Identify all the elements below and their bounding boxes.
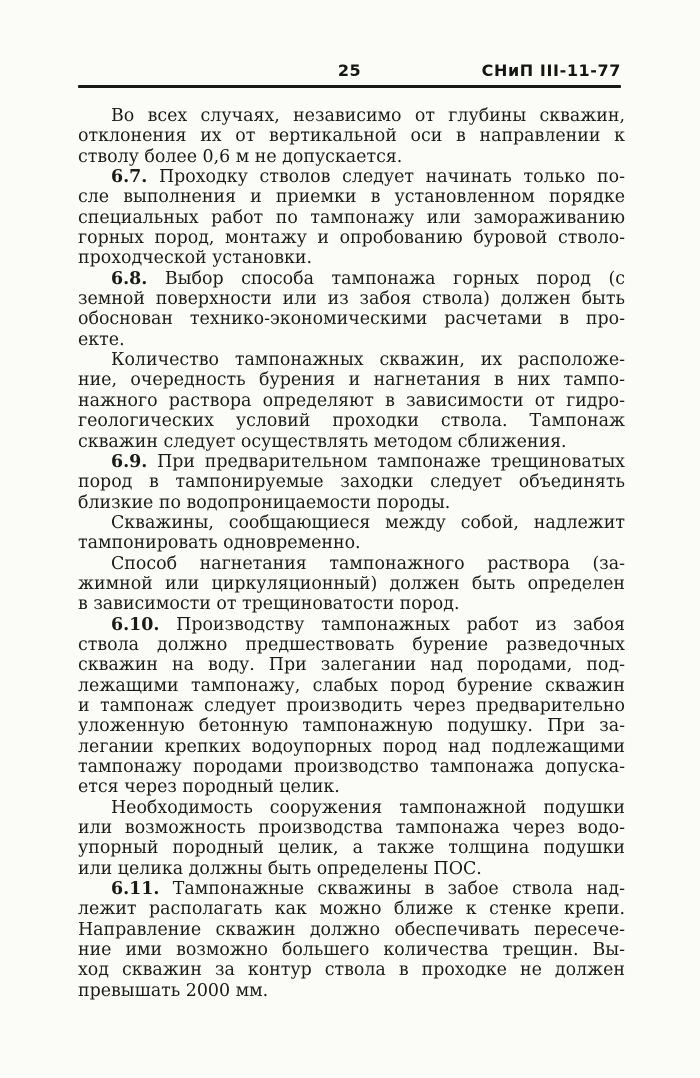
text-line: упорный породный целик, а также толщина подушки (78, 838, 625, 859)
text-line: тампонировать одновременно. (78, 533, 361, 554)
text-line: лежит располагать как можно ближе к стенке крепи. (78, 899, 625, 920)
text-line: специальных работ по тампонажу или замораживанию (78, 207, 625, 228)
text-line: жимной или циркуляционный) должен быть определен (78, 573, 625, 594)
page-header (78, 61, 621, 81)
text-line: ние ими возможно большего количества трещин. Вы- (78, 940, 625, 961)
text-line: Способ нагнетания тампонажного раствора (за- (111, 553, 625, 574)
text-line: легании крепких водоупорных пород над подлежащими (78, 736, 625, 757)
text-line: стволу более 0,6 м не допускается. (78, 146, 403, 167)
text-line: ствола должно предшествовать бурение разведочных (78, 634, 625, 655)
text-line: 6.7. Проходку стволов следует начинать только по- (111, 167, 625, 188)
text-line: горных пород, монтажу и опробованию буровой стволо- (78, 228, 625, 249)
text-line: Необходимость сооружения тампонажной подушки (111, 797, 625, 818)
text-line: нажного раствора определяют в зависимости от гидро- (78, 390, 625, 411)
text-line: отклонения их от вертикальной оси в направлении к (78, 126, 625, 147)
text-line: ние, очередность бурения и нагнетания в них тампо- (78, 370, 625, 391)
text-line: скважин следует осуществлять методом сближения. (78, 431, 567, 452)
text-line: 6.8. Выбор способа тампонажа горных пород (с (111, 268, 625, 289)
text-line: или целика должны быть определены ПОС. (78, 858, 482, 879)
clause-number: 6.8. (111, 268, 148, 289)
document-code: СНиП III-11-77 (481, 61, 621, 80)
text-line: тампонажу породами производство тампонажа допуска- (78, 757, 625, 777)
document-body (78, 106, 625, 1001)
text-line: уложенную бетонную тампонажную подушку. При за- (78, 716, 625, 737)
text-line: превышать 2000 мм. (78, 980, 269, 1001)
text-line: Количество тампонажных скважин, их расположе- (111, 350, 625, 371)
text-line: ется через породный целик. (78, 777, 340, 798)
text-line: Скважины, сообщающиеся между собой, надлежит (111, 512, 625, 533)
header-rule (78, 85, 621, 88)
text-line: близкие по водопроницаемости породы. (78, 492, 451, 513)
text-line: лежащими тампонажу, слабых пород бурение скважин (78, 675, 625, 696)
clause-number: 6.7. (111, 167, 148, 188)
text-line: пород в тампонируемые заходки следует объединять (78, 472, 625, 493)
text-line: екте. (78, 329, 125, 350)
text-line: ход скважин за контур ствола в проходке не должен (78, 960, 625, 981)
clause-number: 6.9. (111, 451, 148, 472)
text-line: сле выполнения и приемки в установленном порядке (78, 187, 625, 208)
clause-number: 6.11. (111, 879, 160, 900)
text-line: скважин на воду. При залегании над породами, под- (78, 655, 625, 676)
text-line: Направление скважин должно обеспечивать пересече- (78, 919, 625, 940)
text-line: 6.10. Производству тампонажных работ из забоя (111, 614, 625, 635)
text-line: Во всех случаях, независимо от глубины скважин, (111, 106, 625, 126)
text-line: земной поверхности или из забоя ствола) должен быть (78, 289, 625, 310)
text-line: 6.11. Тампонажные скважины в забое ствола над- (111, 879, 625, 900)
text-line: и тампонаж следует производить через предварительно (78, 695, 625, 716)
text-line: геологических условий проходки ствола. Тампонаж (78, 411, 625, 432)
text-line: в зависимости от трещиноватости пород. (78, 594, 460, 615)
text-line: проходческой установки. (78, 248, 312, 269)
text-line: или возможность производства тампонажа через водо- (78, 818, 625, 839)
text-line: обоснован технико-экономическими расчетами в про- (78, 309, 625, 330)
text-line: 6.9. При предварительном тампонаже трещиноватых (111, 451, 625, 472)
page-number: 25 (337, 61, 362, 80)
clause-number: 6.10. (111, 614, 160, 635)
